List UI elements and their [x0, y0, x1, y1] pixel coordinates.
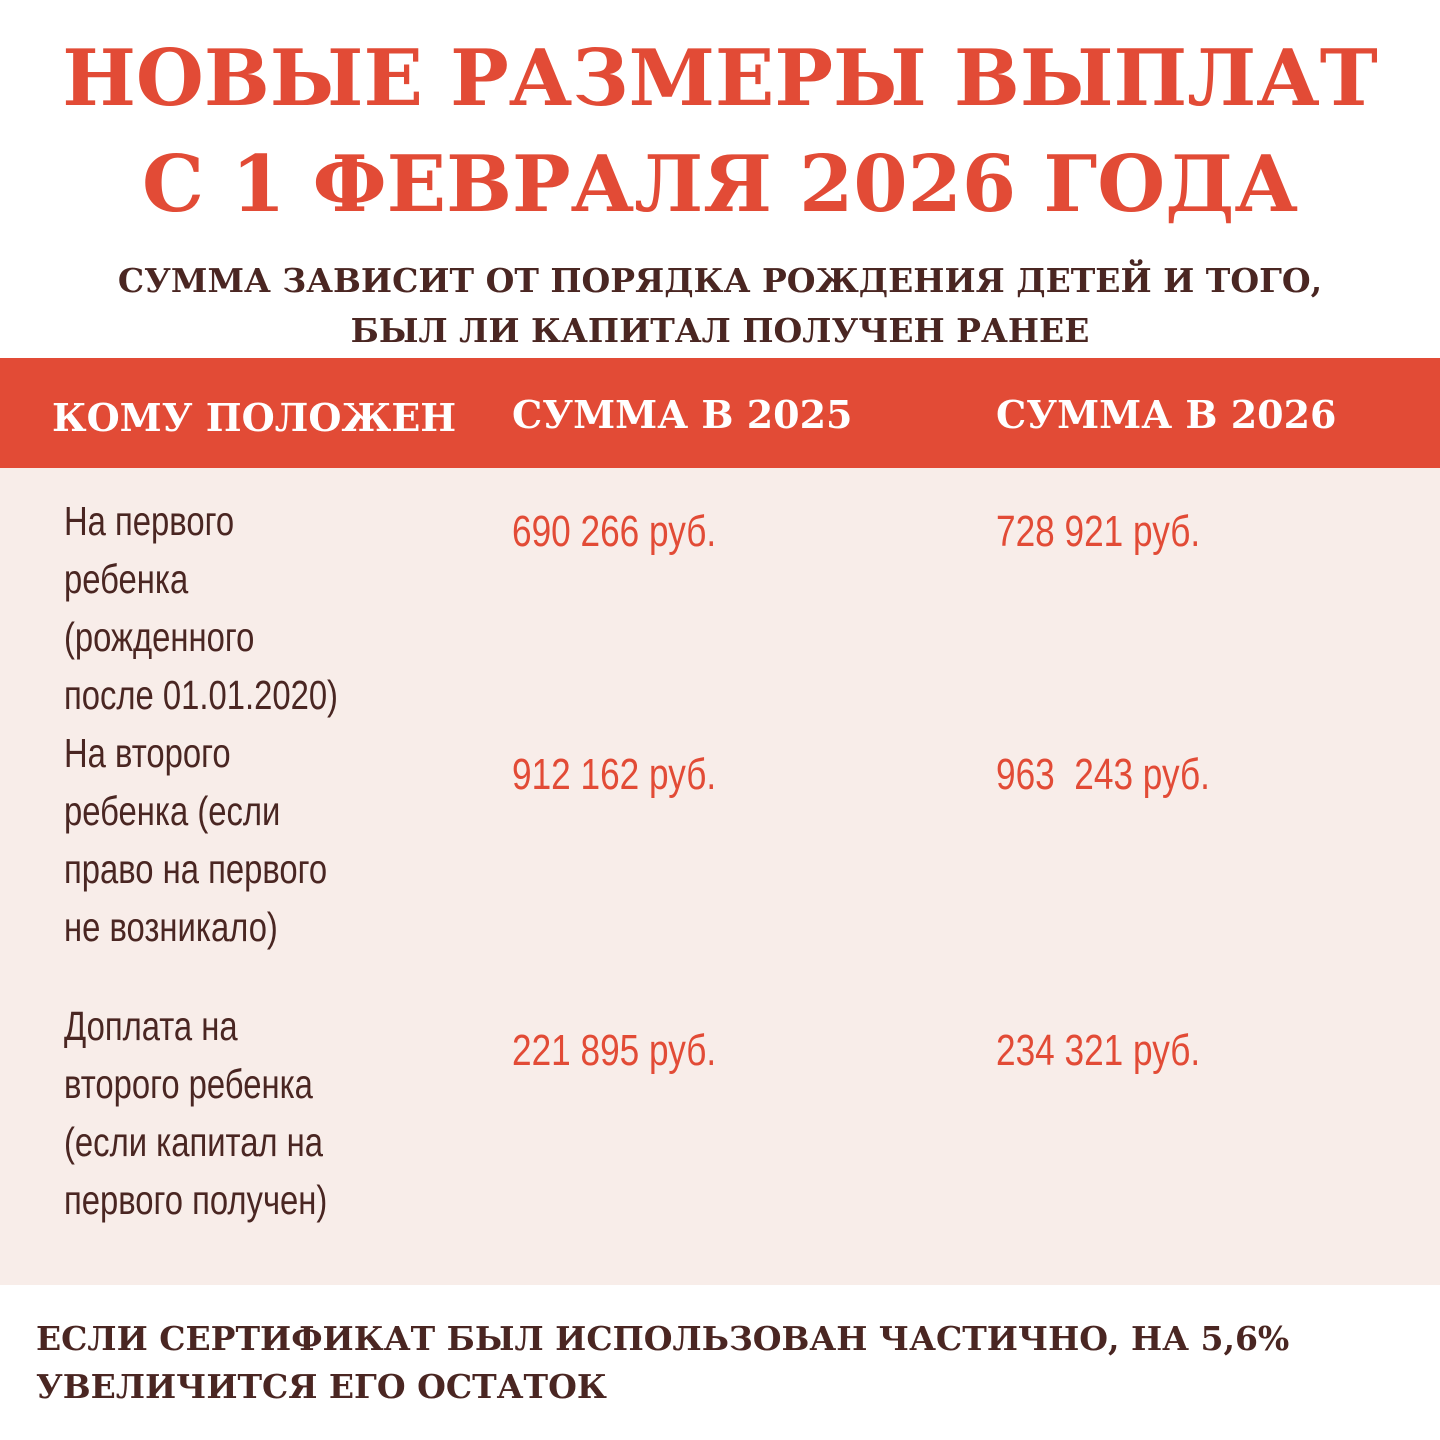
subtitle-line-2: БЫЛ ЛИ КАПИТАЛ ПОЛУЧЕН РАНЕЕ	[350, 311, 1090, 350]
row-1-amount-2025: 690 266 руб.	[512, 507, 717, 556]
row-1-label: На первого ребенка (рожденного после 01.01.2020)	[64, 498, 338, 718]
row-3-amount-2025: 221 895 руб.	[512, 1026, 717, 1075]
row-3-amount-2026: 234 321 руб.	[996, 1026, 1201, 1075]
row-3-label: Доплата на второго ребенка (если капитал на первого получен)	[64, 1003, 328, 1223]
payments-table	[0, 358, 1440, 1285]
table-header	[0, 358, 1440, 468]
row-1-amount-2026: 728 921 руб.	[996, 507, 1201, 556]
header-amount-2025: СУММА В 2025	[512, 392, 853, 437]
footnote-line-1: ЕСЛИ СЕРТИФИКАТ БЫЛ ИСПОЛЬЗОВАН ЧАСТИЧНО, НА 5,6%	[36, 1319, 1290, 1358]
header-recipient: КОМУ ПОЛОЖЕН	[52, 395, 457, 440]
footnote-line-2: УВЕЛИЧИТСЯ ЕГО ОСТАТОК	[36, 1367, 607, 1406]
row-2-amount-2025: 912 162 руб.	[512, 750, 717, 799]
header-amount-2026: СУММА В 2026	[996, 392, 1337, 437]
row-2-label: На второго ребенка (если право на первого не возникало)	[64, 730, 328, 950]
page-title-line-2: С 1 ФЕВРАЛЯ 2026 ГОДА	[141, 139, 1299, 230]
row-2-amount-2026: 963 243 руб.	[996, 750, 1210, 799]
subtitle-line-1: СУММА ЗАВИСИТ ОТ ПОРЯДКА РОЖДЕНИЯ ДЕТЕЙ И ТОГО,	[117, 261, 1323, 300]
page-title-line-1: НОВЫЕ РАЗМЕРЫ ВЫПЛАТ	[62, 33, 1378, 124]
